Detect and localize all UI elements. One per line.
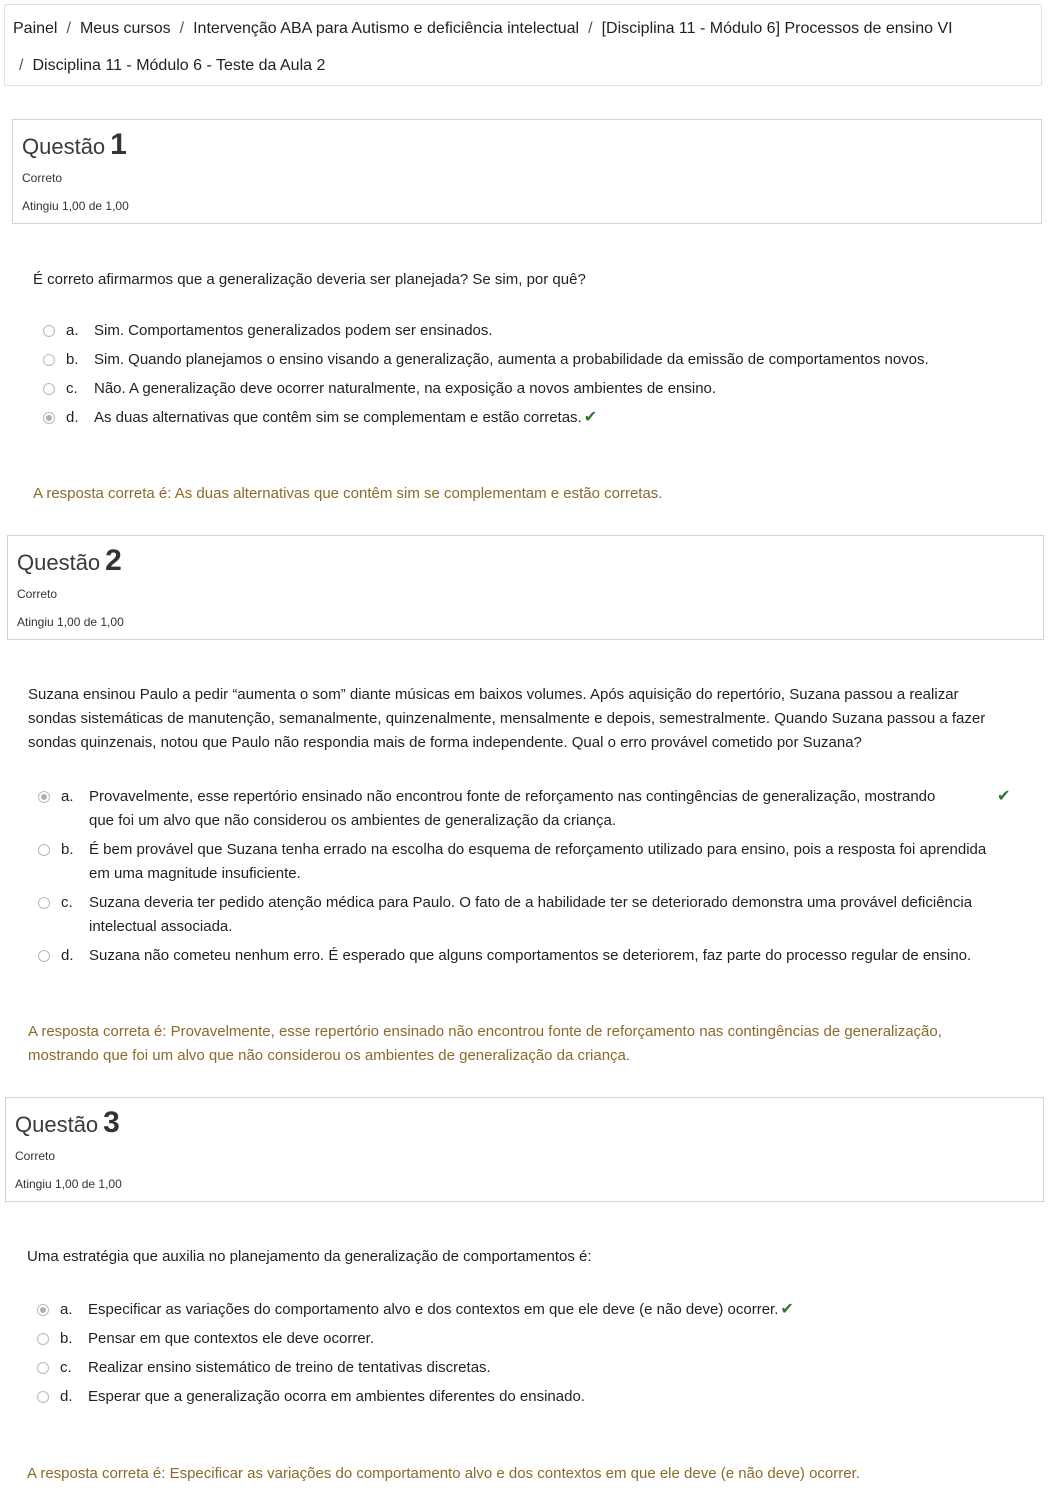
answer-option[interactable] <box>43 348 1003 372</box>
breadcrumb-separator: / <box>19 57 24 74</box>
radio-button-selected[interactable] <box>38 791 50 803</box>
answer-option[interactable] <box>38 891 1028 939</box>
question-number: 3 <box>103 1106 120 1139</box>
check-icon: ✔ <box>997 788 1011 805</box>
answer-option[interactable] <box>38 944 1028 968</box>
answer-option[interactable] <box>37 1385 1017 1409</box>
breadcrumb-line-1 <box>13 19 953 39</box>
answer-text: Realizar ensino sistemático de treino de tentativas discretas. <box>88 1359 491 1376</box>
breadcrumb-painel[interactable]: Painel <box>13 20 58 37</box>
answer-option[interactable] <box>43 377 1003 401</box>
answer-letter: b. <box>60 1330 73 1347</box>
question-2-feedback <box>28 1020 1028 1068</box>
radio-button[interactable] <box>37 1362 49 1374</box>
answer-letter: c. <box>60 1359 72 1376</box>
radio-button[interactable] <box>38 897 50 909</box>
check-icon: ✔ <box>780 1301 794 1318</box>
answer-letter: a. <box>61 788 74 805</box>
answer-text-line: É bem provável que Suzana tenha errado na escolha do esquema de reforçamento utilizado para ensino, pois a resposta foi aprendida <box>89 841 987 858</box>
question-grade: Atingiu 1,00 de 1,00 <box>17 615 124 629</box>
answer-text: Pensar em que contextos ele deve ocorrer. <box>88 1330 374 1347</box>
radio-button-selected[interactable] <box>43 412 55 424</box>
answer-letter: b. <box>66 351 79 368</box>
question-title <box>15 1106 120 1140</box>
question-number: 1 <box>110 128 127 161</box>
question-title <box>17 544 122 578</box>
radio-button[interactable] <box>43 325 55 337</box>
radio-button[interactable] <box>37 1333 49 1345</box>
answer-option[interactable] <box>43 406 1003 430</box>
question-text-line: sondas sistemáticas de manutenção, semanalmente, quinzenalmente, mensalmente e depois, semestralmente. Quando Suzana passou a fazer <box>28 710 986 727</box>
feedback-line: mostrando que foi um alvo que não considerou os ambientes de generalização da criança. <box>28 1047 631 1064</box>
answer-letter: d. <box>60 1388 73 1405</box>
question-label: Questão <box>22 134 106 159</box>
answer-text: As duas alternativas que contêm sim se complementam e estão corretas. <box>94 409 582 426</box>
answer-letter: a. <box>66 322 79 339</box>
answer-letter: a. <box>60 1301 73 1318</box>
feedback-line: A resposta correta é: Provavelmente, esse repertório ensinado não encontrou fonte de reforçamento nas contingências de generalização, <box>28 1023 942 1040</box>
question-label: Questão <box>17 550 101 575</box>
breadcrumb-meus-cursos[interactable]: Meus cursos <box>79 20 171 37</box>
answer-text-line: que foi um alvo que não considerou os ambientes de generalização da criança. <box>89 812 617 829</box>
question-state: Correto <box>17 587 58 601</box>
answer-text-line: intelectual associada. <box>89 918 233 935</box>
answer-option[interactable] <box>37 1327 1017 1351</box>
question-3-feedback: A resposta correta é: Especificar as variações do comportamento alvo e dos contextos em que ele deve (e não deve) ocorrer. <box>27 1465 860 1482</box>
answer-text-line: Suzana não cometeu nenhum erro. É esperado que alguns comportamentos se deteriorem, faz parte do processo regular de ensino. <box>89 947 972 964</box>
radio-button[interactable] <box>38 844 50 856</box>
question-title <box>22 128 127 162</box>
breadcrumb-course[interactable]: Intervenção ABA para Autismo e deficiência intelectual <box>193 20 580 37</box>
question-text-line: Suzana ensinou Paulo a pedir “aumenta o som” diante músicas em baixos volumes. Após aquisição do repertório, Suzana passou a realizar <box>28 686 959 703</box>
radio-button[interactable] <box>37 1391 49 1403</box>
breadcrumb-quiz[interactable]: Disciplina 11 - Módulo 6 - Teste da Aula 2 <box>32 57 326 74</box>
breadcrumb-separator: / <box>588 20 593 37</box>
answer-text-line: Provavelmente, esse repertório ensinado não encontrou fonte de reforçamento nas contingências de generalização, mostrando <box>89 788 936 805</box>
answer-letter: c. <box>66 380 78 397</box>
question-number: 2 <box>105 544 122 577</box>
breadcrumb-section[interactable]: [Disciplina 11 - Módulo 6] Processos de ensino VI <box>601 20 953 37</box>
answer-text: Sim. Comportamentos generalizados podem ser ensinados. <box>94 322 493 339</box>
answer-text: Especificar as variações do comportamento alvo e dos contextos em que ele deve (e não deve) ocorrer. <box>88 1301 779 1318</box>
radio-button[interactable] <box>43 354 55 366</box>
question-state: Correto <box>15 1149 56 1163</box>
answer-option[interactable] <box>37 1298 1017 1322</box>
answer-text: Sim. Quando planejamos o ensino visando a generalização, aumenta a probabilidade da emissão de comportamentos novos. <box>94 351 929 368</box>
answer-letter: c. <box>61 894 73 911</box>
answer-option[interactable] <box>38 785 1028 833</box>
question-state: Correto <box>22 171 63 185</box>
answer-text-line: em uma magnitude insuficiente. <box>89 865 301 882</box>
question-2-info <box>7 535 1044 640</box>
answer-letter: d. <box>61 947 74 964</box>
check-icon: ✔ <box>583 409 598 426</box>
breadcrumb <box>4 4 1042 86</box>
breadcrumb-separator: / <box>179 20 185 37</box>
breadcrumb-line-2 <box>19 56 325 76</box>
question-label: Questão <box>15 1112 99 1137</box>
answer-option[interactable] <box>43 319 1003 343</box>
question-grade: Atingiu 1,00 de 1,00 <box>15 1177 122 1191</box>
question-text-line: sondas quinzenais, notou que Paulo não respondia mais de forma independente. Qual o erro provável cometido por Suzana? <box>28 734 862 751</box>
question-1-text: É correto afirmarmos que a generalização deveria ser planejada? Se sim, por quê? <box>33 271 586 288</box>
answer-option[interactable] <box>38 838 1028 886</box>
answer-option[interactable] <box>37 1356 1017 1380</box>
answer-text: Esperar que a generalização ocorra em ambientes diferentes do ensinado. <box>88 1388 585 1405</box>
answer-text-line: Suzana deveria ter pedido atenção médica para Paulo. O fato de a habilidade ter se deteriorado demonstra uma provável deficiência <box>89 894 973 911</box>
question-1-info <box>12 119 1042 224</box>
question-grade: Atingiu 1,00 de 1,00 <box>22 199 129 213</box>
question-3-info <box>5 1097 1044 1202</box>
radio-button[interactable] <box>38 950 50 962</box>
question-2-text <box>28 683 1028 755</box>
question-3-text: Uma estratégia que auxilia no planejamento da generalização de comportamentos é: <box>27 1248 592 1265</box>
answer-letter: b. <box>61 841 74 858</box>
question-1-feedback: A resposta correta é: As duas alternativas que contêm sim se complementam e estão corretas. <box>33 485 663 502</box>
radio-button-selected[interactable] <box>37 1304 49 1316</box>
answer-text: Não. A generalização deve ocorrer naturalmente, na exposição a novos ambientes de ensino. <box>94 380 717 397</box>
answer-letter: d. <box>66 409 79 426</box>
radio-button[interactable] <box>43 383 55 395</box>
breadcrumb-separator: / <box>66 20 71 37</box>
